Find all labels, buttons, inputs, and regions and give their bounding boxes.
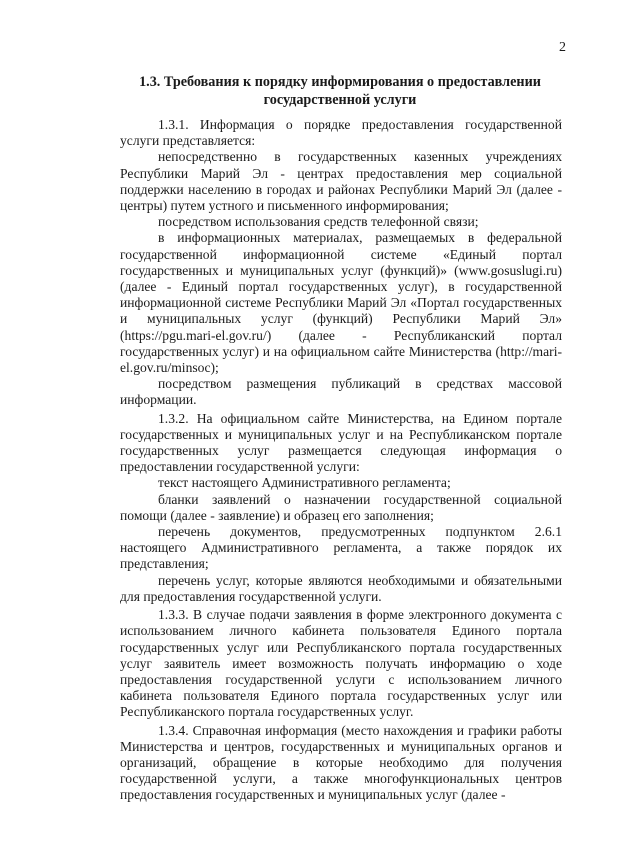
paragraph-list-item: перечень услуг, которые являются необходимыми и обязательными для предоставления государственной услуги. (120, 572, 562, 604)
document-body (120, 117, 562, 804)
paragraph-1-3-1: 1.3.1. Информация о порядке предоставления государственной услуги представляется: (120, 117, 562, 149)
page-number: 2 (559, 40, 566, 55)
paragraph-list-item: непосредственно в государственных казенных учреждениях Республики Марий Эл - центрах предоставления мер социальной поддержки населению в городах и районах Республики Марий Эл (далее - центры) путем устного и письменного информирования; (120, 149, 562, 214)
section-heading-line-1: 1.3. Требования к порядку информирования о предоставлении (139, 74, 541, 90)
paragraph-list-item: перечень документов, предусмотренных подпунктом 2.6.1 настоящего Административного регламента, а также порядок их представления; (120, 524, 562, 572)
paragraph-list-item: посредством размещения публикаций в средствах массовой информации. (120, 376, 562, 408)
paragraph-list-item: текст настоящего Административного регламента; (158, 475, 451, 491)
paragraph-list-item: в информационных материалах, размещаемых в федеральной государственной информационной системе «Единый портал государственных и муниципальных услуг (функций)» (www.gosuslugi.ru) (далее - Единый портал государственных услуг), в государственной информационной системе Республики Марий Эл «Портал государственных и муниципальных услуг (функций) Республики Марий Эл» (https://pgu.mari-el.gov.ru/) (далее - Республиканский портал государственных услуг) и на официальном сайте Министерства (http://mari-el.gov.ru/minsoc); (120, 230, 562, 376)
paragraph-1-3-3: 1.3.3. В случае подачи заявления в форме электронного документа с использованием личного кабинета пользователя Единого портала государственных услуг или Республиканского портала государственных услуг заявитель имеет возможность получать информацию о ходе предоставления государственной услуги с использованием личного кабинета пользователя Единого портала государственных услуг или Республиканского портала государственных услуг. (120, 607, 562, 720)
paragraph-list-item: бланки заявлений о назначении государственной социальной помощи (далее - заявление) и образец его заполнения; (120, 491, 562, 523)
section-heading (120, 73, 560, 109)
paragraph-1-3-2: 1.3.2. На официальном сайте Министерства, на Едином портале государственных и муниципальных услуг и на Республиканском портале государственных услуг размещается следующая информация о предоставлении государственной услуги: (120, 410, 562, 475)
section-heading-line-2: государственной услуги (263, 92, 417, 108)
paragraph-list-item: посредством использования средств телефонной связи; (158, 214, 479, 230)
paragraph-1-3-4: 1.3.4. Справочная информация (место нахождения и графики работы Министерства и центров, государственных и муниципальных органов и организаций, обращение в которые необходимо для получения государственной услуги, а также многофункциональных центров предоставления государственных и муниципальных услуг (далее - (120, 722, 562, 803)
